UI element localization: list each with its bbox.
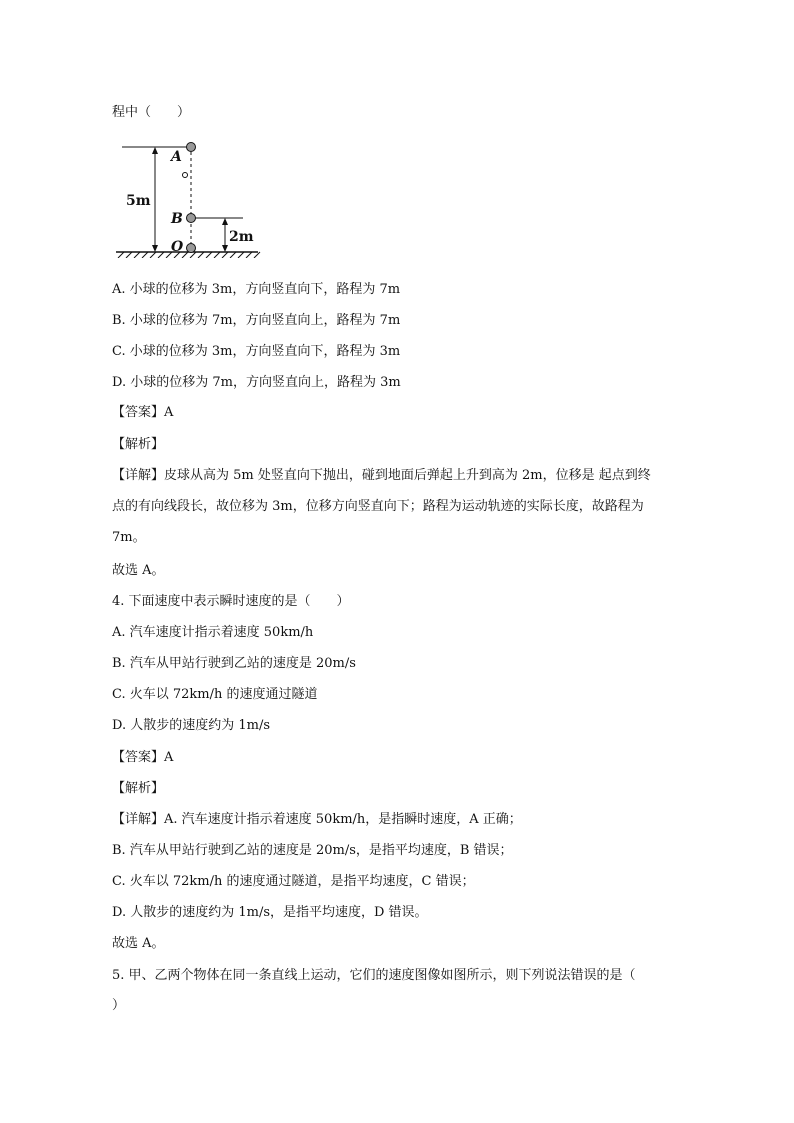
q3-option-b: B. 小球的位移为 7m，方向竖直向上，路程为 7m: [112, 313, 401, 328]
label-A: A: [171, 149, 182, 165]
q3-detail-1: 【详解】皮球从高为 5m 处竖直向下抛出，碰到地面后弹起上升到高为 2m，位移是 起点到终: [112, 468, 651, 483]
q4-answer: 【答案】A: [112, 750, 174, 765]
q3-option-d: D. 小球的位移为 7m，方向竖直向上，路程为 3m: [112, 375, 401, 390]
q4-conclusion: 故选 A。: [112, 936, 165, 951]
q4-detail-3: C. 火车以 72km/h 的速度通过隧道，是指平均速度，C 错误；: [112, 874, 475, 889]
label-O: O: [171, 239, 184, 255]
q3-detail-3: 7m。: [112, 530, 146, 545]
q3-stem-tail: 程中（ ）: [112, 105, 191, 120]
label-5m: 5m: [126, 193, 151, 209]
q4-detail-1: 【详解】A. 汽车速度计指示着速度 50km/h，是指瞬时速度，A 正确；: [112, 812, 522, 827]
q5-stem-2: ）: [112, 998, 126, 1013]
q4-option-b: B. 汽车从甲站行驶到乙站的速度是 20m/s: [112, 656, 356, 671]
label-B: B: [171, 211, 183, 227]
q3-conclusion: 故选 A。: [112, 563, 165, 578]
q3-answer: 【答案】A: [112, 405, 174, 420]
q3-analysis: 【解析】: [112, 437, 165, 452]
q4-option-c: C. 火车以 72km/h 的速度通过隧道: [112, 687, 318, 702]
q4-analysis: 【解析】: [112, 781, 165, 796]
bounce-diagram: [112, 138, 262, 258]
q4-option-a: A. 汽车速度计指示着速度 50km/h: [112, 625, 314, 640]
q4-detail-2: B. 汽车从甲站行驶到乙站的速度是 20m/s，是指平均速度，B 错误；: [112, 843, 513, 858]
q3-option-a: A. 小球的位移为 3m，方向竖直向下，路程为 7m: [112, 282, 401, 297]
q3-detail-2: 点的有向线段长，故位移为 3m，位移方向竖直向下；路程为运动轨迹的实际长度，故路程为: [112, 499, 644, 514]
q5-stem-1: 5. 甲、乙两个物体在同一条直线上运动，它们的速度图像如图所示，则下列说法错误的是（: [112, 968, 636, 983]
q4-stem: 4. 下面速度中表示瞬时速度的是（ ）: [112, 594, 350, 609]
q4-detail-4: D. 人散步的速度约为 1m/s，是指平均速度，D 错误。: [112, 905, 428, 920]
q3-option-c: C. 小球的位移为 3m，方向竖直向下，路程为 3m: [112, 344, 401, 359]
label-2m: 2m: [229, 229, 254, 245]
q4-option-d: D. 人散步的速度约为 1m/s: [112, 718, 271, 733]
